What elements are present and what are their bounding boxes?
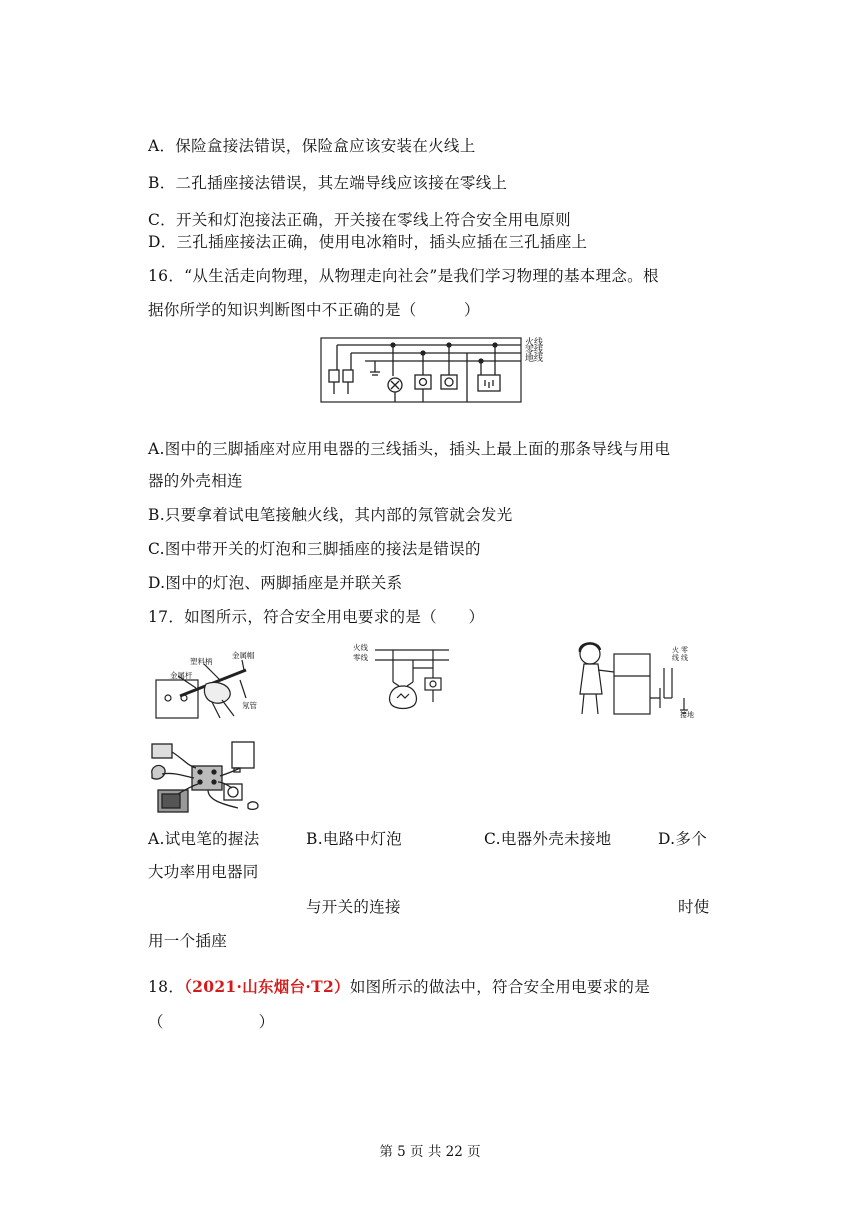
q17-option-c: C.电器外壳未接地 bbox=[484, 830, 612, 848]
q17-option-d: D.多个 bbox=[658, 830, 708, 848]
q15-option-b: B．二孔插座接法错误，其左端导线应该接在零线上 bbox=[148, 174, 508, 192]
metal-cap-label: 金属帽 bbox=[232, 651, 255, 660]
live-wire-label: 火线 bbox=[525, 338, 544, 348]
q15-option-c: C．开关和灯泡接法正确，开关接在零线上符合安全用电原则 bbox=[148, 211, 571, 229]
q17-option-d-cont1: 大功率用电器同 bbox=[148, 863, 259, 881]
switch-live-label: 火线 bbox=[353, 643, 368, 652]
ground-label: 接地 bbox=[680, 711, 694, 719]
plastic-handle-label: 塑料柄 bbox=[190, 657, 213, 666]
fridge-live-label-2: 线 bbox=[672, 654, 679, 662]
page-footer: 第 5 页 共 22 页 bbox=[379, 1144, 481, 1160]
metal-rod-label: 金属杆 bbox=[170, 671, 193, 680]
fridge-live-label: 火 bbox=[672, 646, 679, 654]
ground-wire-label: 地线 bbox=[525, 354, 544, 364]
q16-option-a-line2: 器的外壳相连 bbox=[148, 472, 243, 490]
q17-option-d-cont2: 时使 bbox=[678, 898, 710, 916]
q15-option-a: A．保险盒接法错误，保险盒应该安装在火线上 bbox=[148, 137, 476, 155]
q16-stem-line1: 16．“从生活走向物理，从物理走向社会”是我们学习物理的基本理念。根 bbox=[148, 267, 659, 285]
q16-option-a-line1: A.图中的三脚插座对应用电器的三线插头，插头上最上面的那条导线与用电 bbox=[148, 440, 671, 458]
q16-option-c: C.图中带开关的灯泡和三脚插座的接法是错误的 bbox=[148, 540, 481, 558]
fridge-neutral-label: 零 bbox=[681, 646, 688, 654]
test-pen-figure bbox=[150, 640, 268, 722]
q17-option-d-cont3: 用一个插座 bbox=[148, 932, 228, 950]
q15-option-d: D．三孔插座接法正确，使用电冰箱时，插头应插在三孔插座上 bbox=[148, 233, 588, 251]
q16-stem-line2: 据你所学的知识判断图中不正确的是（ ） bbox=[148, 301, 480, 319]
q17-option-a: A.试电笔的握法 bbox=[148, 830, 260, 848]
fridge-grounding-figure bbox=[568, 638, 698, 720]
q17-option-b: B.电路中灯泡 bbox=[306, 830, 402, 848]
q18-stem-line bbox=[148, 975, 650, 997]
lamp-switch-figure bbox=[353, 638, 453, 718]
q17-stem: 17．如图所示，符合安全用电要求的是（ ） bbox=[148, 608, 485, 626]
overloaded-socket-figure bbox=[148, 738, 266, 814]
fridge-neutral-label-2: 线 bbox=[681, 654, 688, 662]
q18-source: （2021·山东烟台·T2） bbox=[184, 977, 350, 996]
household-circuit-figure bbox=[315, 330, 565, 412]
q16-option-d: D.图中的灯泡、两脚插座是并联关系 bbox=[148, 574, 403, 592]
neutral-wire-label: 零线 bbox=[525, 346, 544, 356]
neon-tube-label: 氖管 bbox=[242, 701, 257, 710]
q16-option-b: B.只要拿着试电笔接触火线，其内部的氖管就会发光 bbox=[148, 506, 513, 524]
q18-stem: 如图所示的做法中，符合安全用电要求的是 bbox=[349, 978, 651, 996]
q18-answer-paren: （ ） bbox=[148, 1013, 275, 1031]
switch-neutral-label: 零线 bbox=[353, 653, 368, 662]
q18-number: 18． bbox=[148, 978, 185, 996]
q17-option-b-cont: 与开关的连接 bbox=[306, 898, 401, 916]
